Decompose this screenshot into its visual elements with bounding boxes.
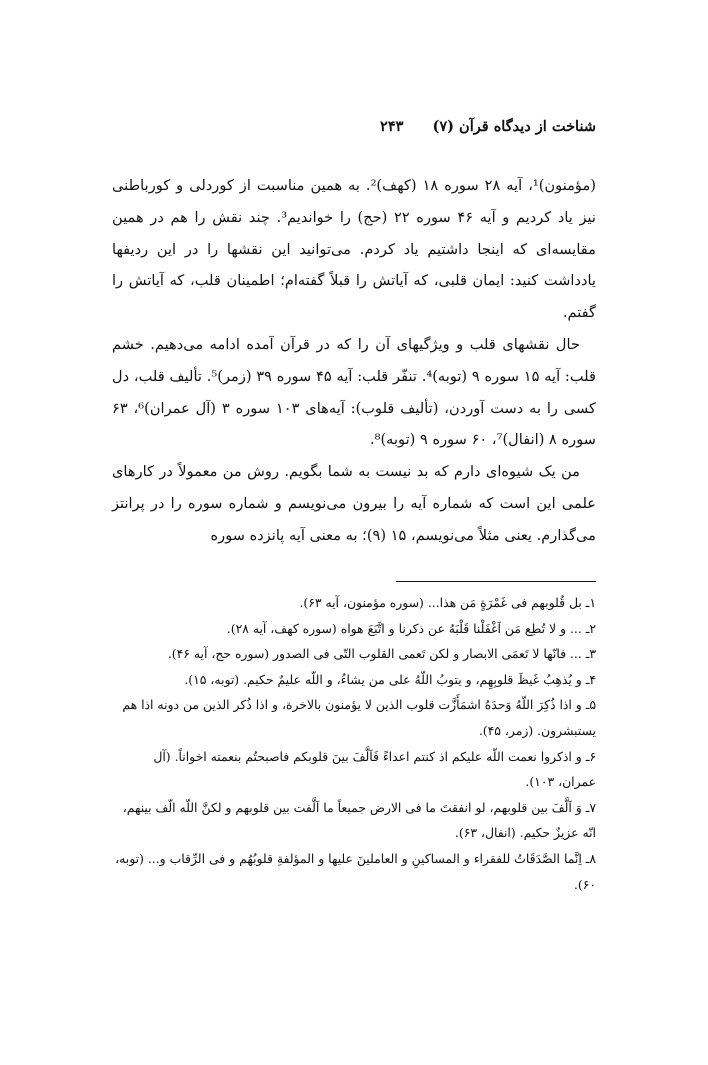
footnote-separator (396, 581, 596, 582)
footnote: ۴ـ و یُذهِبُ غَیظَ قلوبِهِم، و یتوبُ اللّهُ علی من یشاءُ، و اللّه علیمٌ حکیم. (توبه، ۱۵). (184, 671, 596, 687)
footnote: ۱ـ بل قُلوبهم فی غَمْرَةٍ مَن هذا... (سوره مؤمنون، آیه ۶۳). (299, 595, 596, 610)
footnote: ۷ـ وَ اَلَّفَ بین قلوبهم، لو انفقتَ ما فی الارض جمیعاً ما اَلَّفت بین قلوبهم و لکنَّ اللّه الّف بینهم، انّه عزیزٌ حکیم. (انفال، ۶۳). (122, 799, 596, 841)
footnote: ۸ـ اِنَّما الصَّدَقَاتُ للفقراء و المساکینِ و العاملینَ علیها و المؤلفةِ قلوبُهُم و فی الرِّقاب و... (توبه، ۶۰). (115, 850, 596, 892)
paragraph: (مؤمنون)¹، آیه ۲۸ سوره ۱۸ (کهف)². به همین مناسبت از کوردلی و کورباطنی نیز یاد کردیم و آیه ۴۶ سوره ۲۲ (حج) را خواندیم³. چند نقش را هم در همین مقایسه‌ای که اینجا داشتیم یاد کردم. می‌توانید این نقشها را در این ردیفها یادداشت کنید: ایمان قلبی، که آیاتش را قبلاً گفته‌ام؛ اطمینان قلب، که آیاتش را گفتم. (112, 177, 596, 322)
footnote: ۲ـ ... و لا تُطِع مَن اَغْفَلْنا قَلْبَهُ عن ذکرنا و اتَّبَعَ هواه (سوره کهف، آیه ۲۸). (226, 620, 596, 636)
footnote: ۶ـ و اذکروا نعمت اللّه علیکم اذ کنتم اعداءً فَاَلَّفَ بینَ قلوبکم فاصبحتُم بنعمته اخواناً. (آل عمران، ۱۰۳). (153, 748, 596, 790)
main-text (112, 170, 596, 552)
page-number: ۲۴۳ (380, 118, 404, 135)
running-header (112, 118, 596, 142)
paragraph: حال نقشهای قلب و ویژگیهای آن را که در قرآن آمده ادامه می‌دهیم. خشم قلب: آیه ۱۵ سوره ۹ (توبه)⁴. تنفّر قلب: آیه ۴۵ سوره ۳۹ (زمر)⁵. تألیف قلب، دل کسی را به دست آوردن، (تألیف قلوب): آیه‌های ۱۰۳ سوره ۳ (آل عمران)⁶، ۶۳ سوره ۸ (انفال)⁷، ۶۰ سوره ۹ (توبه)⁸. (112, 335, 596, 449)
footnote: ۳ـ ... فانّها لا تَعمَی الابصار و لکن تَعمی القلوب التّی فی الصدور (سوره حج، آیه ۴۶). (167, 646, 596, 662)
chapter-title: شناخت از دیدگاه قرآن (۷) (432, 118, 596, 135)
paragraph: من یک شیوه‌ای دارم که بد نیست به شما بگویم. روش من معمولاً در کارهای علمی این است که شماره آیه را بیرون می‌نویسم و شماره سوره را در پرانتز می‌گذارم. یعنی مثلاً می‌نویسم، ۱۵ (۹)؛ به معنی آیه پانزده سوره (112, 463, 596, 544)
footnote: ۵ـ و اذا ذُکِرَ اللّهُ وَحدَهُ اشمَأَزَّت قلوب الذین لا یؤمنون بالاخرة، و اذا ذُکر الذین من دونه اذا هم یستبشرون. (زمر، ۴۵). (122, 697, 596, 738)
footnotes (112, 590, 596, 897)
